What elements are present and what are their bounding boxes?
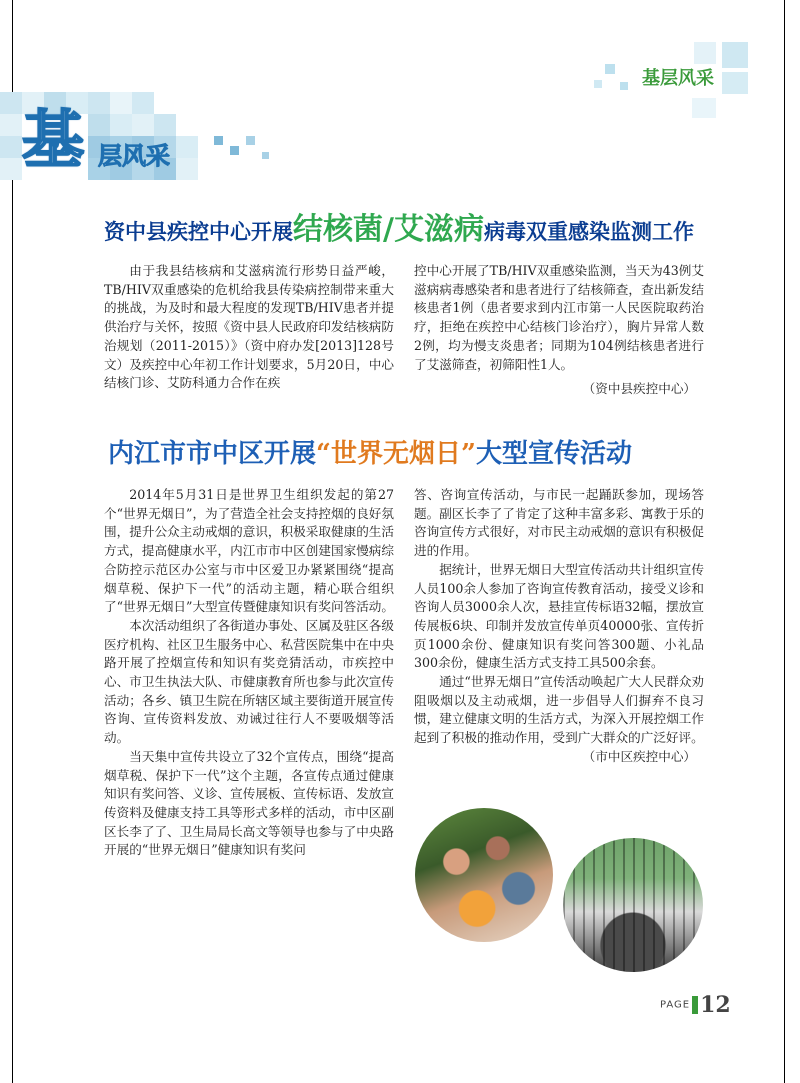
article1-title-pre: 资中县疾控中心开展 [104,219,293,244]
article1-headline [104,212,694,250]
banner-big-char: 基 [22,103,85,176]
article2-title-highlight: “世界无烟日” [316,439,476,469]
crop-line-right [784,0,785,1083]
article2-right-column [414,486,704,767]
article1-right-text: 控中心开展了TB/HIV双重感染监测，当天为43例艾滋病病毒感染者和患者进行了结核筛查，查出新发结核患者1例（患者要求到内江市第一人民医院取药治疗，拒绝在疾控中心结核门诊治疗），胸片异常人数2例，均为慢支炎患者；同期为104例结核患者进行了艾滋筛查，初筛阳性1人。 [414,263,704,372]
article2-right-paragraph-1: 答、咨询宣传活动，与市民一起踊跃参加，现场答题。副区长李了了肯定了这种丰富多彩、寓教于乐的咨询宣传方式很好，对市民主动戒烟的意识有积极促进的作用。 [414,487,704,559]
article1-right-column [414,262,704,399]
article2-title-post: 大型宣传活动 [475,439,632,469]
event-photo-banners [563,838,703,972]
page-number-value: 12 [700,992,731,1018]
running-head: 基层风采 [642,68,714,89]
article2-right-paragraph-3: 通过“世界无烟日”宣传活动唤起广大人民群众劝阻吸烟以及主动戒烟，进一步倡导人们摒弃不良习惯，建立健康文明的生活方式，为深入开展控烟工作起到了积极的推动作用，受到广大群众的广泛好评。 [414,674,704,746]
article2-left-column [104,486,394,860]
article1-title-post: 病毒双重感染监测工作 [483,219,694,244]
article2-left-paragraph-2: 本次活动组织了各街道办事处、区属及驻区各级医疗机构、社区卫生服务中心、私营医院集中在中央路开展了控烟宣传和知识有奖竞猜活动，市疾控中心、市卫生执法大队、市健康教育所也参与此次宣传活动；各乡、镇卫生院在所辖区域主要街道开展宣传咨询、宣传资料发放、劝诫过往行人不要吸烟等活动。 [104,617,394,746]
article1-left-text: 由于我县结核病和艾滋病流行形势日益严峻，TB/HIV双重感染的危机给我县传染病控制带来重大的挑战，为及时和最大程度的发现TB/HIV患者并提供治疗与关怀，按照《资中县人民政府印发结核病防治规划（2011-2015）》（资中府办发[2013]128号文）及疾控中心年初工作计划要求，5月20日，中心结核门诊、艾防科通力合作在疾 [104,263,394,391]
banner-subtitle: 层风采 [98,142,170,170]
page-number [660,992,731,1018]
page-mark [692,996,698,1014]
article2-source: （市中区疾控中心） [582,748,696,764]
article1-left-column [104,262,394,393]
article2-left-paragraph-3: 当天集中宣传共设立了32个宣传点，围绕“提高烟草税、保护下一代”这个主题，各宣传点通过健康知识有奖问答、义诊、宣传展板、宣传标语、发放宣传资料及健康支持工具等形式多样的活动，市中区副区长李了了、卫生局局长高文等领导也参与了中央路开展的“世界无烟日”健康知识有奖问 [104,748,394,858]
article1-title-highlight: 结核菌/艾滋病 [293,212,484,247]
article1-source: （资中县疾控中心） [582,381,696,397]
article2-title-pre: 内江市市中区开展 [108,439,317,469]
article2-left-paragraph-1: 2014年5月31日是世界卫生组织发起的第27个“世界无烟日”，为了营造全社会支持控烟的良好氛围，提升公众主动戒烟的意识，积极采取健康的生活方式，提高健康水平，内江市市中区创建国家慢病综合防控示范区办公室与市中区爱卫办紧紧围绕“提高烟草税、保护下一代”的活动主题，精心联合组织了“世界无烟日”大型宣传暨健康知识有奖问答活动。 [104,487,394,615]
event-photo-crowd [415,808,553,942]
article2-right-paragraph-2: 据统计，世界无烟日大型宣传活动共计组织宣传人员100余人参加了咨询宣传教育活动，接受义诊和咨询人员3000余人次，悬挂宣传标语32幅，摆放宣传展板6块、印制并发放宣传单页40000张、宣传折页1000余份、健康知识有奖问答300题、小礼品300余份，健康生活方式支持工具500余套。 [414,561,704,671]
page-label: PAGE [660,999,691,1011]
article2-headline [108,432,632,476]
